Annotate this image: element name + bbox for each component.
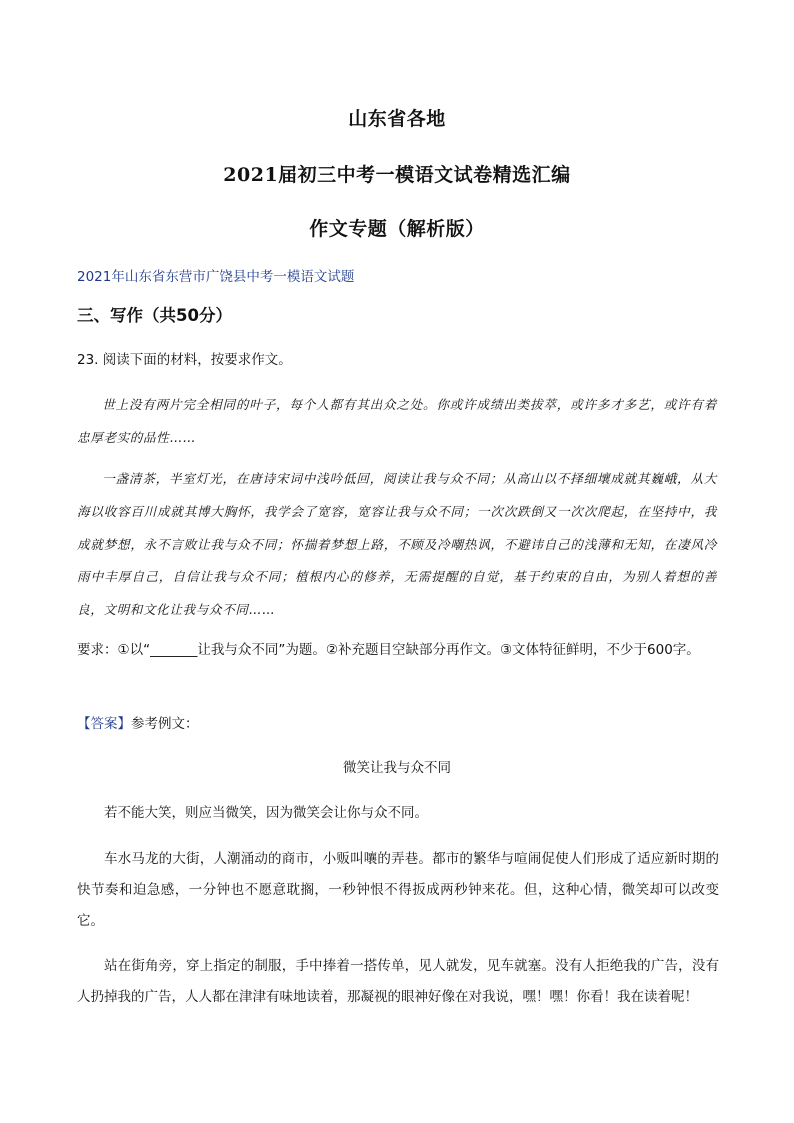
essay-paragraph: 车水马龙的大街，人潮涌动的商市，小贩叫嚷的弄巷。都市的繁华与喧闹促使人们形成了适应新时期的快节奏和迫急感，一分钟也不愿意耽搁，一秒钟恨不得扳成两秒钟来花。但，这种心情，微笑却可以改变它。 [77,851,719,929]
title-topic: 作文专题（解析版） [309,218,485,240]
title-exam-collection: 2021届初三中考一模语文试卷精选汇编 [223,164,571,186]
question-intro: 23. 阅读下面的材料，按要求作文。 [77,352,292,368]
exam-source: 2021年山东省东营市广饶县中考一模语文试题 [77,269,355,285]
essay-paragraph: 若不能大笑，则应当微笑，因为微笑会让你与众不同。 [104,805,428,821]
writing-requirement: 要求：①以“_______让我与众不同”为题。②补充题目空缺部分再作文。③文体特征鲜明，不少于600字。 [77,642,700,658]
answer-label: 参考例文： [131,716,199,732]
essay-title: 微笑让我与众不同 [343,760,451,776]
answer-line [77,712,199,732]
title-region: 山东省各地 [348,108,446,130]
section-heading: 三、写作（共50分） [77,306,232,325]
material-paragraph: 世上没有两片完全相同的叶子，每个人都有其出众之处。你或许成绩出类拔萃，或许多才多艺，或许有着忠厚老实的品性…… [77,397,717,445]
answer-tag: 【答案】 [77,716,131,732]
material-paragraph: 一盏清茶，半室灯光，在唐诗宋词中浅吟低回，阅读让我与众不同；从高山以不择细壤成就其巍峨，从大海以收容百川成就其博大胸怀，我学会了宽容，宽容让我与众不同；一次次跌倒又一次次爬起，在坚持中，我成就梦想，永不言败让我与众不同；怀揣着梦想上路，不顾及冷嘲热讽，不避讳自己的浅薄和无知，在凄风冷雨中丰厚自己，自信让我与众不同；植根内心的修养，无需提醒的自觉，基于约束的自由，为别人着想的善良，文明和文化让我与众不同…… [77,471,717,618]
essay-paragraph: 站在街角旁，穿上指定的制服，手中捧着一搭传单，见人就发，见车就塞。没有人拒绝我的广告，没有人扔掉我的广告，人人都在津津有味地读着，那凝视的眼神好像在对我说，嘿！嘿！你看！我在读着呢！ [77,958,719,1005]
